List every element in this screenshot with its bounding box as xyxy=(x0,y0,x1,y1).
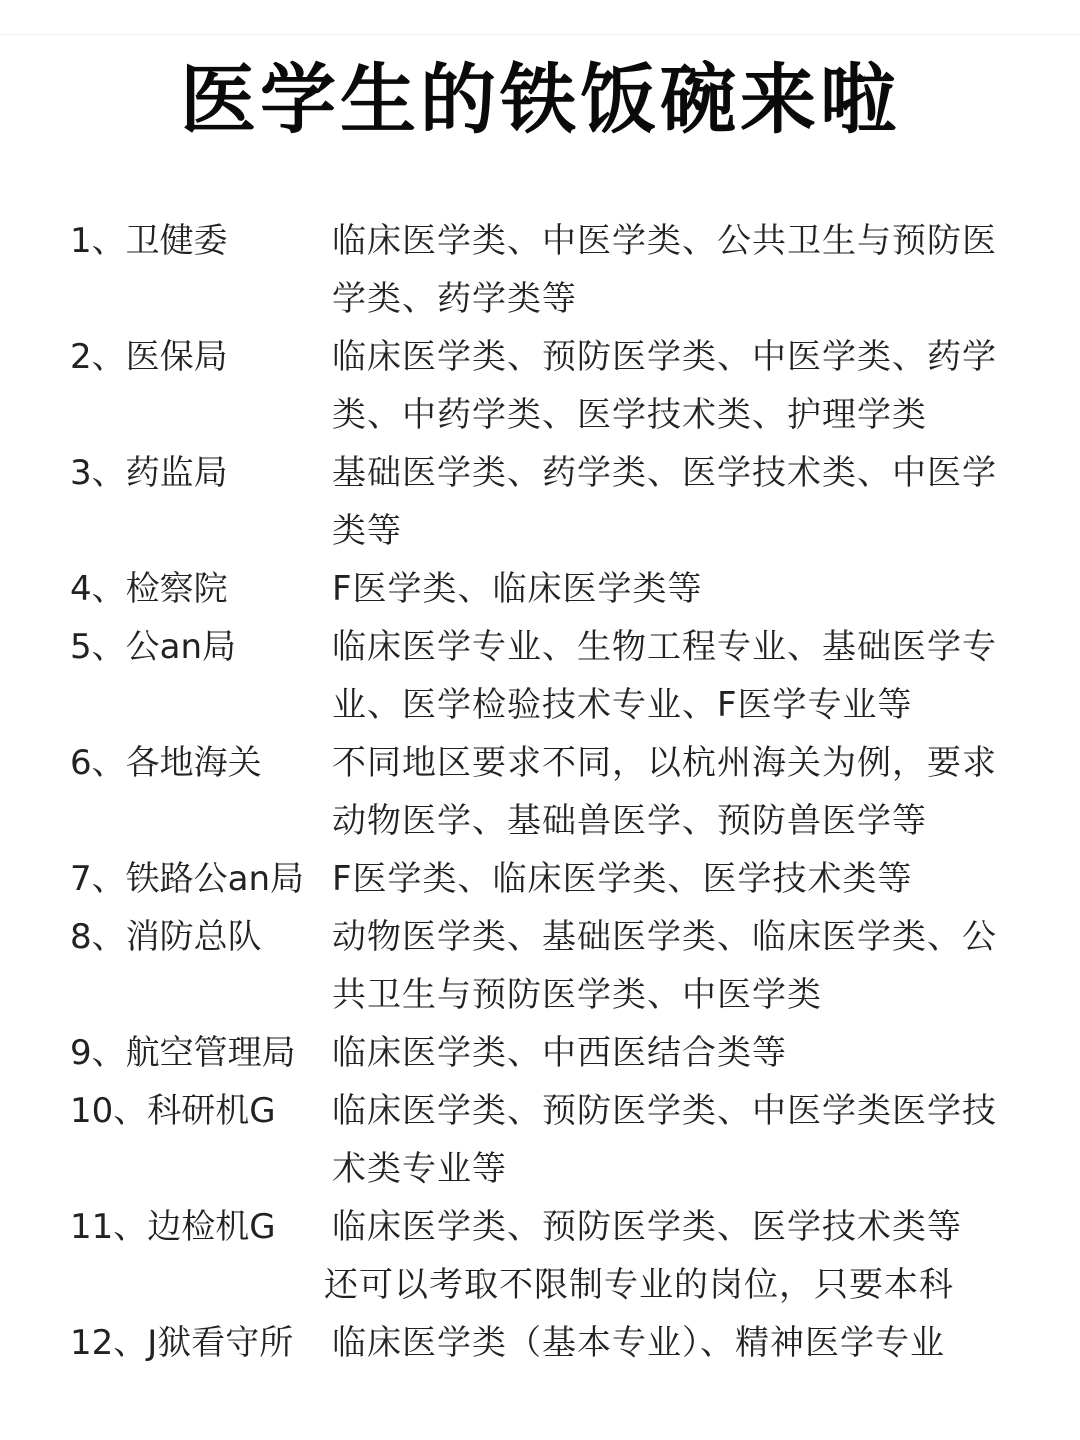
list-item xyxy=(70,618,1030,734)
item-desc: 临床医学类、中医学类、公共卫生与预防医学类、药学类等 xyxy=(332,221,997,319)
item-desc: 临床医学专业、生物工程专业、基础医学专业、医学检验技术专业、F医学专业等 xyxy=(332,627,997,725)
list-item xyxy=(70,328,1030,444)
list-item xyxy=(70,1314,1030,1372)
item-label: 12、J狱看守所 xyxy=(70,1323,294,1363)
item-desc: 临床医学类、预防医学类、中医学类、药学类、中药学类、医学技术类、护理学类 xyxy=(332,337,997,435)
item-label: 2、医保局 xyxy=(70,337,228,377)
item-label: 4、检察院 xyxy=(70,569,228,609)
list-item xyxy=(70,850,1030,908)
top-strip xyxy=(0,0,1080,35)
item-label: 9、航空管理局 xyxy=(70,1033,296,1073)
item-desc: 临床医学类、预防医学类、医学技术类等 xyxy=(332,1207,962,1247)
item-desc: F医学类、临床医学类、医学技术类等 xyxy=(332,859,913,899)
major-list xyxy=(70,212,1030,1372)
item-label: 10、科研机G xyxy=(70,1091,276,1131)
item-desc: 基础医学类、药学类、医学技术类、中医学类等 xyxy=(332,453,997,551)
item-desc: 临床医学类、中西医结合类等 xyxy=(332,1033,787,1073)
list-item xyxy=(70,444,1030,560)
item-label: 7、铁路公an局 xyxy=(70,859,305,899)
item-label: 3、药监局 xyxy=(70,453,228,493)
list-item xyxy=(70,1198,1030,1256)
list-item xyxy=(70,1082,1030,1198)
item-desc: 不同地区要求不同，以杭州海关为例，要求动物医学、基础兽医学、预防兽医学等 xyxy=(332,743,997,841)
item-desc: 临床医学类（基本专业）、精神医学专业 xyxy=(332,1323,945,1363)
list-item xyxy=(70,908,1030,1024)
item-label: 11、边检机G xyxy=(70,1207,276,1247)
list-item xyxy=(70,734,1030,850)
note-text: 还可以考取不限制专业的岗位，只要本科 xyxy=(324,1265,954,1305)
item-label: 8、消防总队 xyxy=(70,917,262,957)
item-label: 5、公an局 xyxy=(70,627,237,667)
list-item xyxy=(70,560,1030,618)
item-desc: 临床医学类、预防医学类、中医学类医学技术类专业等 xyxy=(332,1091,997,1189)
note-row xyxy=(70,1256,1030,1314)
list-item xyxy=(70,212,1030,328)
item-desc: F医学类、临床医学类等 xyxy=(332,569,703,609)
item-label: 1、卫健委 xyxy=(70,221,228,261)
item-label: 6、各地海关 xyxy=(70,743,262,783)
page-title: 医学生的铁饭碗来啦 xyxy=(180,55,900,144)
list-item xyxy=(70,1024,1030,1082)
item-desc: 动物医学类、基础医学类、临床医学类、公共卫生与预防医学类、中医学类 xyxy=(332,917,997,1015)
